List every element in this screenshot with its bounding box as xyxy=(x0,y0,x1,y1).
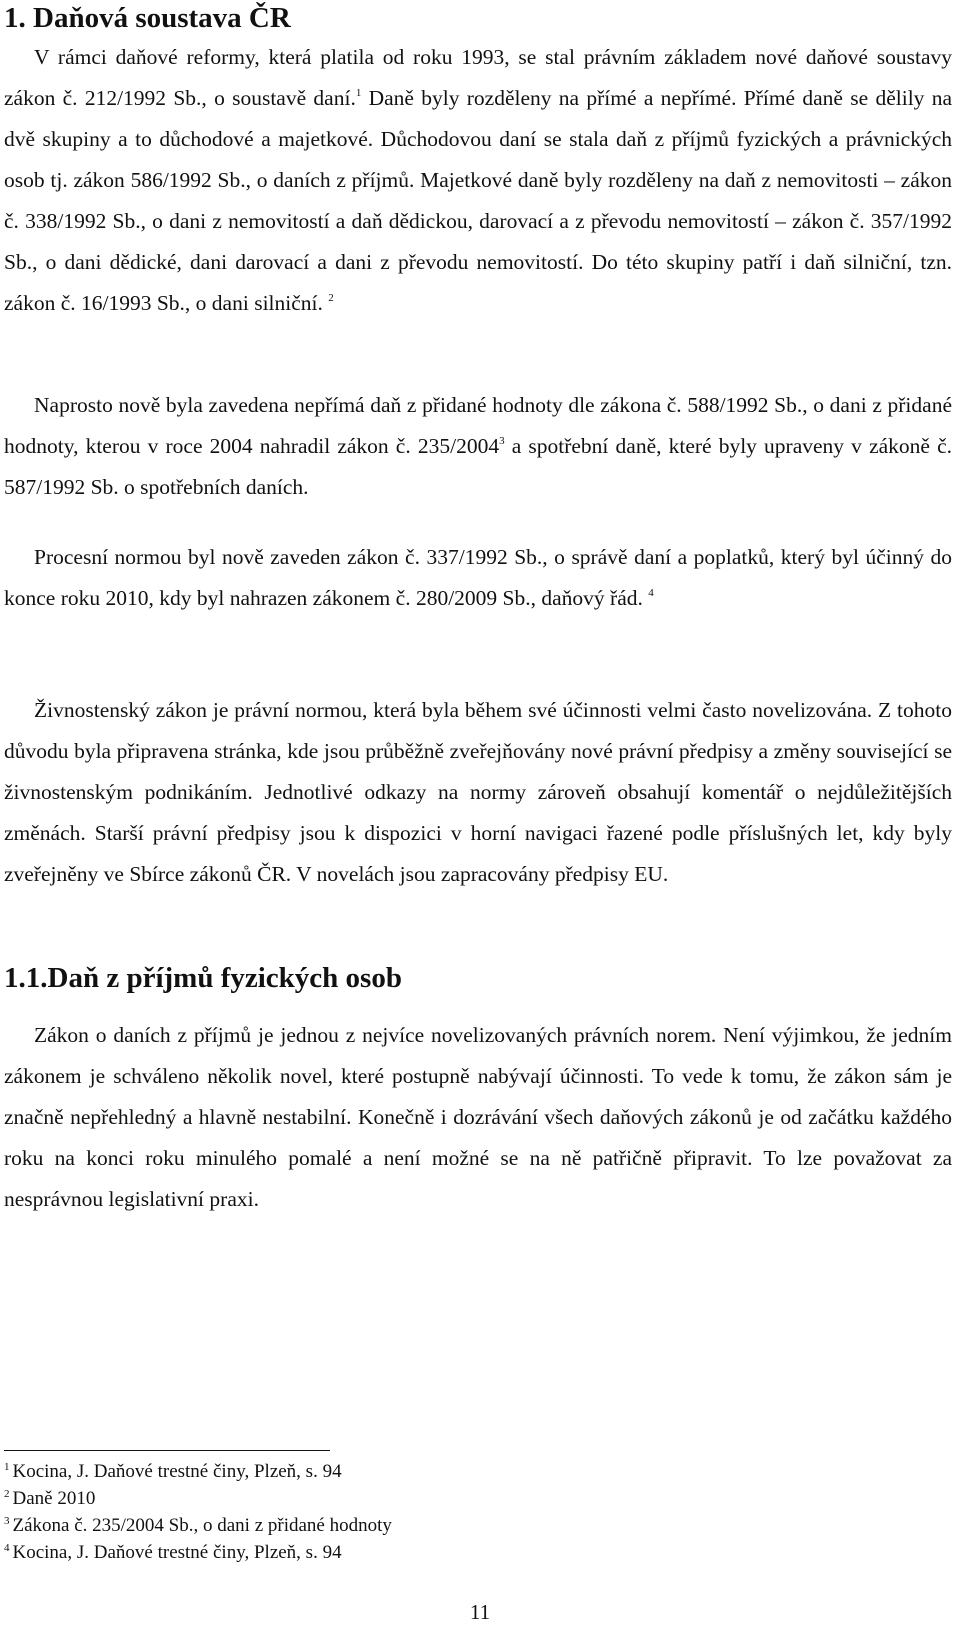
paragraph-procedural xyxy=(4,537,952,619)
footnote-text: Daně 2010 xyxy=(12,1488,96,1509)
paragraph-text: V rámci daňové reformy, která platila od roku 1993, se stal právním základem nové daňové soustavy zákon č. 212/1992 Sb., o soustavě daní. xyxy=(4,45,952,110)
footnote-text: Zákona č. 235/2004 Sb., o dani z přidané hodnoty xyxy=(12,1515,392,1536)
paragraph-text: Procesní normou byl nově zaveden zákon č. 337/1992 Sb., o správě daní a poplatků, který byl účinný do konce roku 2010, kdy byl nahrazen zákonem č. 280/2009 Sb., daňový řád. xyxy=(4,545,952,610)
paragraph-income-tax: Zákon o daních z příjmů je jednou z nejvíce novelizovaných právních norem. Není výjimkou, že jedním zákonem je schváleno několik novel, které postupně nabývají účinnosti. To vede k tomu, že zákon sám je značně nepřehledný a hlavně nestabilní. Konečně i dozrávání všech daňových zákonů je od začátku každého roku na konci roku minulého pomalé a není možné se na ně patřičně připravit. To lze považovat za nesprávnou legislativní praxi. xyxy=(4,1023,952,1211)
paragraph-text: Naprosto nově byla zavedena nepřímá daň z přidané hodnoty dle zákona č. 588/1992 Sb., o dani z přidané hodnoty, kterou v roce 2004 nahradil zákon č. 235/2004 xyxy=(4,393,952,458)
footnote-number: 1 xyxy=(4,1461,10,1473)
footnote-text: Kocina, J. Daňové trestné činy, Plzeň, s. 94 xyxy=(12,1461,342,1482)
paragraph-vat xyxy=(4,385,952,508)
footnote-item xyxy=(4,1458,392,1485)
footnote-number: 2 xyxy=(4,1488,10,1500)
footnotes xyxy=(4,1458,392,1566)
footnote-divider xyxy=(4,1450,330,1451)
footnote-item xyxy=(4,1539,392,1566)
subsection-heading: 1.1.Daň z příjmů fyzických osob xyxy=(4,962,402,994)
paragraph-trade-law: Živnostenský zákon je právní normou, která byla během své účinnosti velmi často novelizována. Z tohoto důvodu byla připravena stránka, kde jsou průběžně zveřejňovány nové právní předpisy a změny související se živnostenským podnikáním. Jednotlivé odkazy na normy zároveň obsahují komentář o nejdůležitějších změnách. Starší právní předpisy jsou k dispozici v horní navigaci řazené podle příslušných let, kdy byly zveřejněny ve Sbírce zákonů ČR. V novelách jsou zapracovány předpisy EU. xyxy=(4,698,952,886)
footnote-text: Kocina, J. Daňové trestné činy, Plzeň, s. 94 xyxy=(12,1542,342,1563)
paragraph-text: a spotřební daně, které byly upraveny v zákoně č. 587/1992 Sb. o spotřebních daních. xyxy=(4,434,952,499)
page-number: 11 xyxy=(469,1600,491,1624)
footnote-item xyxy=(4,1512,392,1539)
footnote-ref: 1 xyxy=(355,87,362,99)
paragraph-text: Daně byly rozděleny na přímé a nepřímé. Přímé daně se dělily na dvě skupiny a to důchodové a majetkové. Důchodovou daní se stala daň z příjmů fyzických a právnických osob tj. zákon 586/1992 Sb., o daních z příjmů. Majetkové daně byly rozděleny na daň z nemovitosti – zákon č. 338/1992 Sb., o dani z nemovitostí a daň dědickou, darovací a z převodu nemovitostí – zákon č. 357/1992 Sb., o dani dědické, dani darovací a dani z převodu nemovitostí. Do této skupiny patří i daň silniční, tzn. zákon č. 16/1993 Sb., o dani silniční. xyxy=(4,86,952,315)
footnote-number: 4 xyxy=(4,1542,10,1554)
paragraph-tax-system xyxy=(4,37,952,324)
footnote-number: 3 xyxy=(4,1515,10,1527)
footnote-ref: 2 xyxy=(328,292,334,304)
section-heading: 1. Daňová soustava ČR xyxy=(4,2,291,34)
footnote-ref: 4 xyxy=(648,587,654,599)
footnote-item xyxy=(4,1485,392,1512)
footnote-ref: 3 xyxy=(499,435,505,447)
